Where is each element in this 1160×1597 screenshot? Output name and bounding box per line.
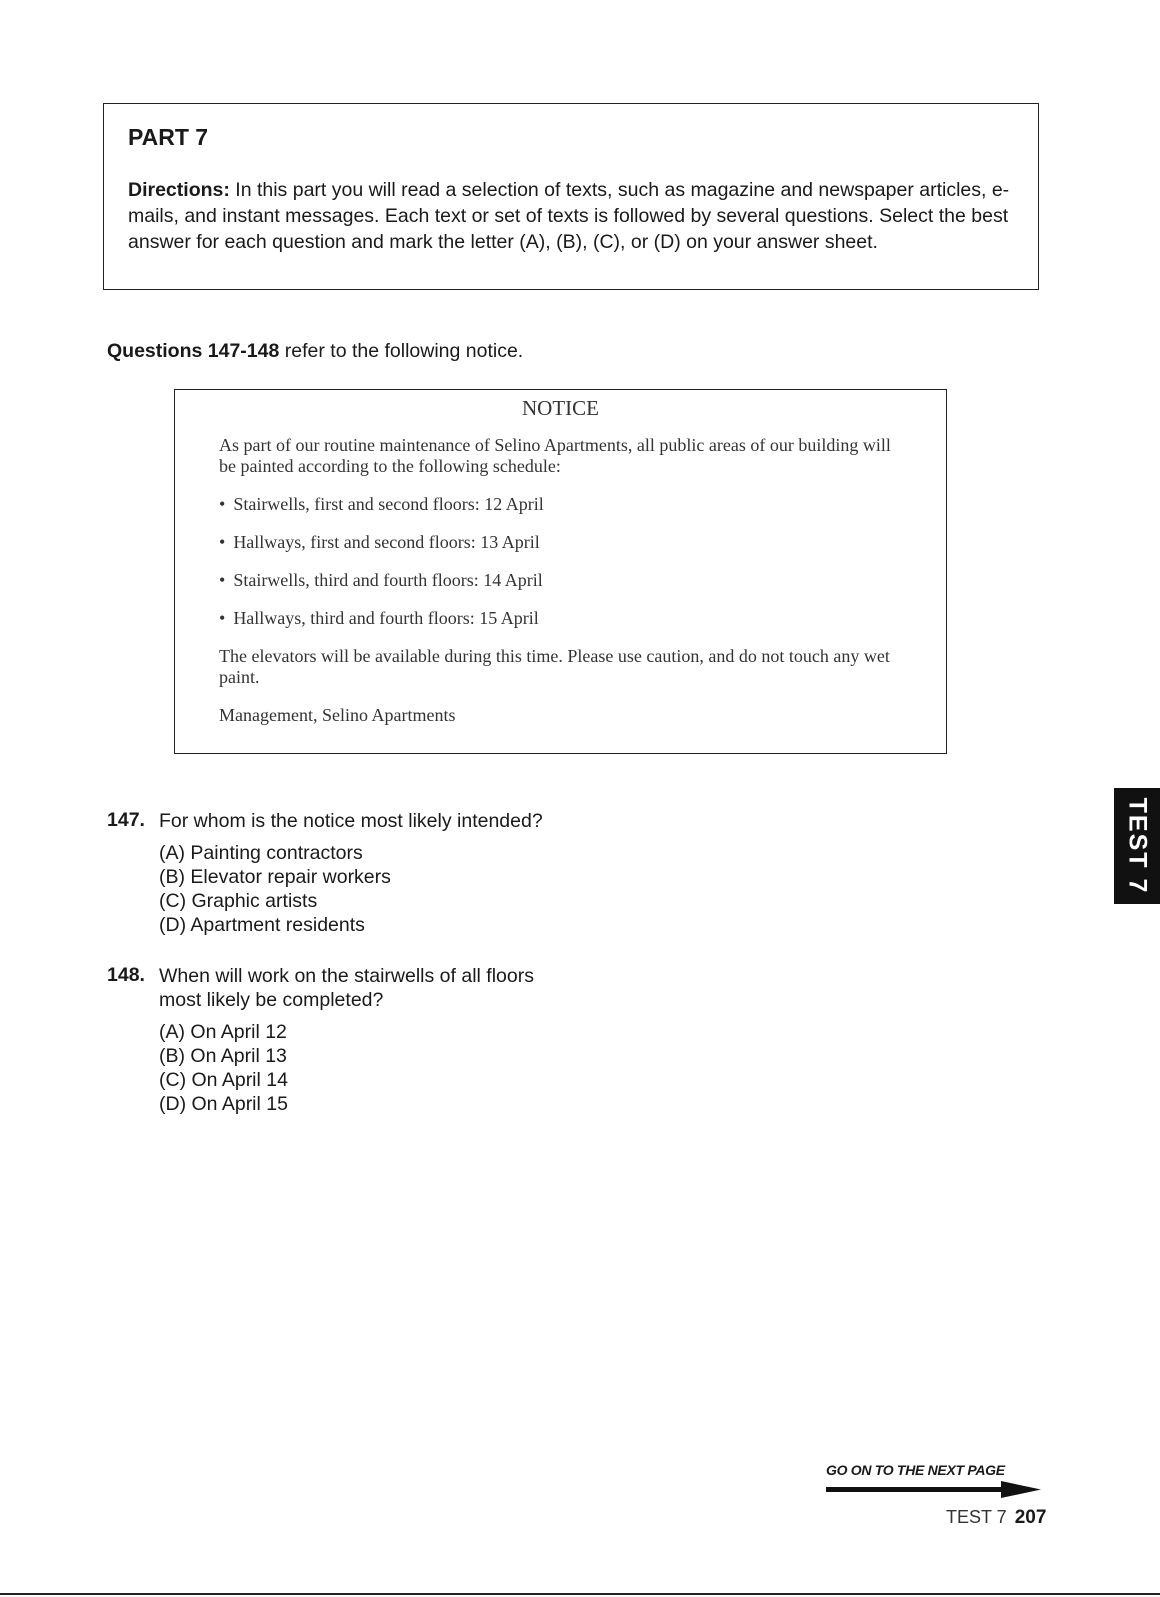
directions-text bbox=[128, 177, 1016, 255]
notice-title: NOTICE bbox=[522, 396, 599, 420]
bottom-rule bbox=[0, 1593, 1160, 1595]
question-group-label: Questions 147-148 bbox=[107, 340, 280, 362]
answer-option-b[interactable]: (B) Elevator repair workers bbox=[159, 866, 391, 888]
answer-option-d[interactable]: (D) On April 15 bbox=[159, 1093, 288, 1115]
question-group-intro bbox=[107, 340, 523, 363]
page-footer bbox=[946, 1507, 1046, 1529]
answer-option-b[interactable]: (B) On April 13 bbox=[159, 1045, 287, 1067]
next-page-arrow-icon bbox=[826, 1481, 1041, 1499]
answer-option-c[interactable]: (C) Graphic artists bbox=[159, 890, 318, 912]
schedule-item: • Stairwells, third and fourth floors: 14 April bbox=[219, 570, 909, 591]
notice-closing: The elevators will be available during this time. Please use caution, and do not touch any wet paint. bbox=[219, 646, 890, 687]
directions-label: Directions: bbox=[128, 179, 230, 201]
answer-option-c[interactable]: (C) On April 14 bbox=[159, 1069, 288, 1091]
next-page-label: GO ON TO THE NEXT PAGE bbox=[826, 1462, 1005, 1478]
question-number: 147. bbox=[107, 809, 145, 831]
question-text: When will work on the stairwells of all floors most likely be completed? bbox=[159, 965, 534, 1011]
directions-body: In this part you will read a selection of texts, such as magazine and newspaper articles, e-mails, and instant messages. Each text or set of texts is followed by several questions. Select the best answer for each question and mark the letter (A), (B), (C), or (D) on your answer sheet. bbox=[128, 179, 1010, 253]
part-title: PART 7 bbox=[128, 124, 209, 150]
schedule-item: • Stairwells, first and second floors: 12 April bbox=[219, 494, 909, 515]
answer-option-d[interactable]: (D) Apartment residents bbox=[159, 914, 365, 936]
question-text: For whom is the notice most likely intended? bbox=[159, 810, 543, 832]
answer-option-a[interactable]: (A) Painting contractors bbox=[159, 842, 363, 864]
directions-box bbox=[103, 103, 1039, 290]
footer-test-label: TEST 7 bbox=[946, 1507, 1007, 1527]
schedule-item: • Hallways, first and second floors: 13 April bbox=[219, 532, 909, 553]
answer-option-a[interactable]: (A) On April 12 bbox=[159, 1021, 287, 1043]
notice-box bbox=[174, 389, 947, 754]
page-number: 207 bbox=[1014, 1507, 1047, 1528]
schedule-item: • Hallways, third and fourth floors: 15 April bbox=[219, 608, 909, 629]
question-number: 148. bbox=[107, 964, 145, 986]
notice-intro: As part of our routine maintenance of Selino Apartments, all public areas of our building will be painted according to the following schedule: bbox=[219, 435, 891, 476]
question-group-text: refer to the following notice. bbox=[279, 340, 524, 362]
test-side-tab bbox=[1114, 788, 1160, 904]
notice-signature: Management, Selino Apartments bbox=[219, 705, 456, 725]
side-tab-label: TEST 7 bbox=[1123, 797, 1152, 895]
